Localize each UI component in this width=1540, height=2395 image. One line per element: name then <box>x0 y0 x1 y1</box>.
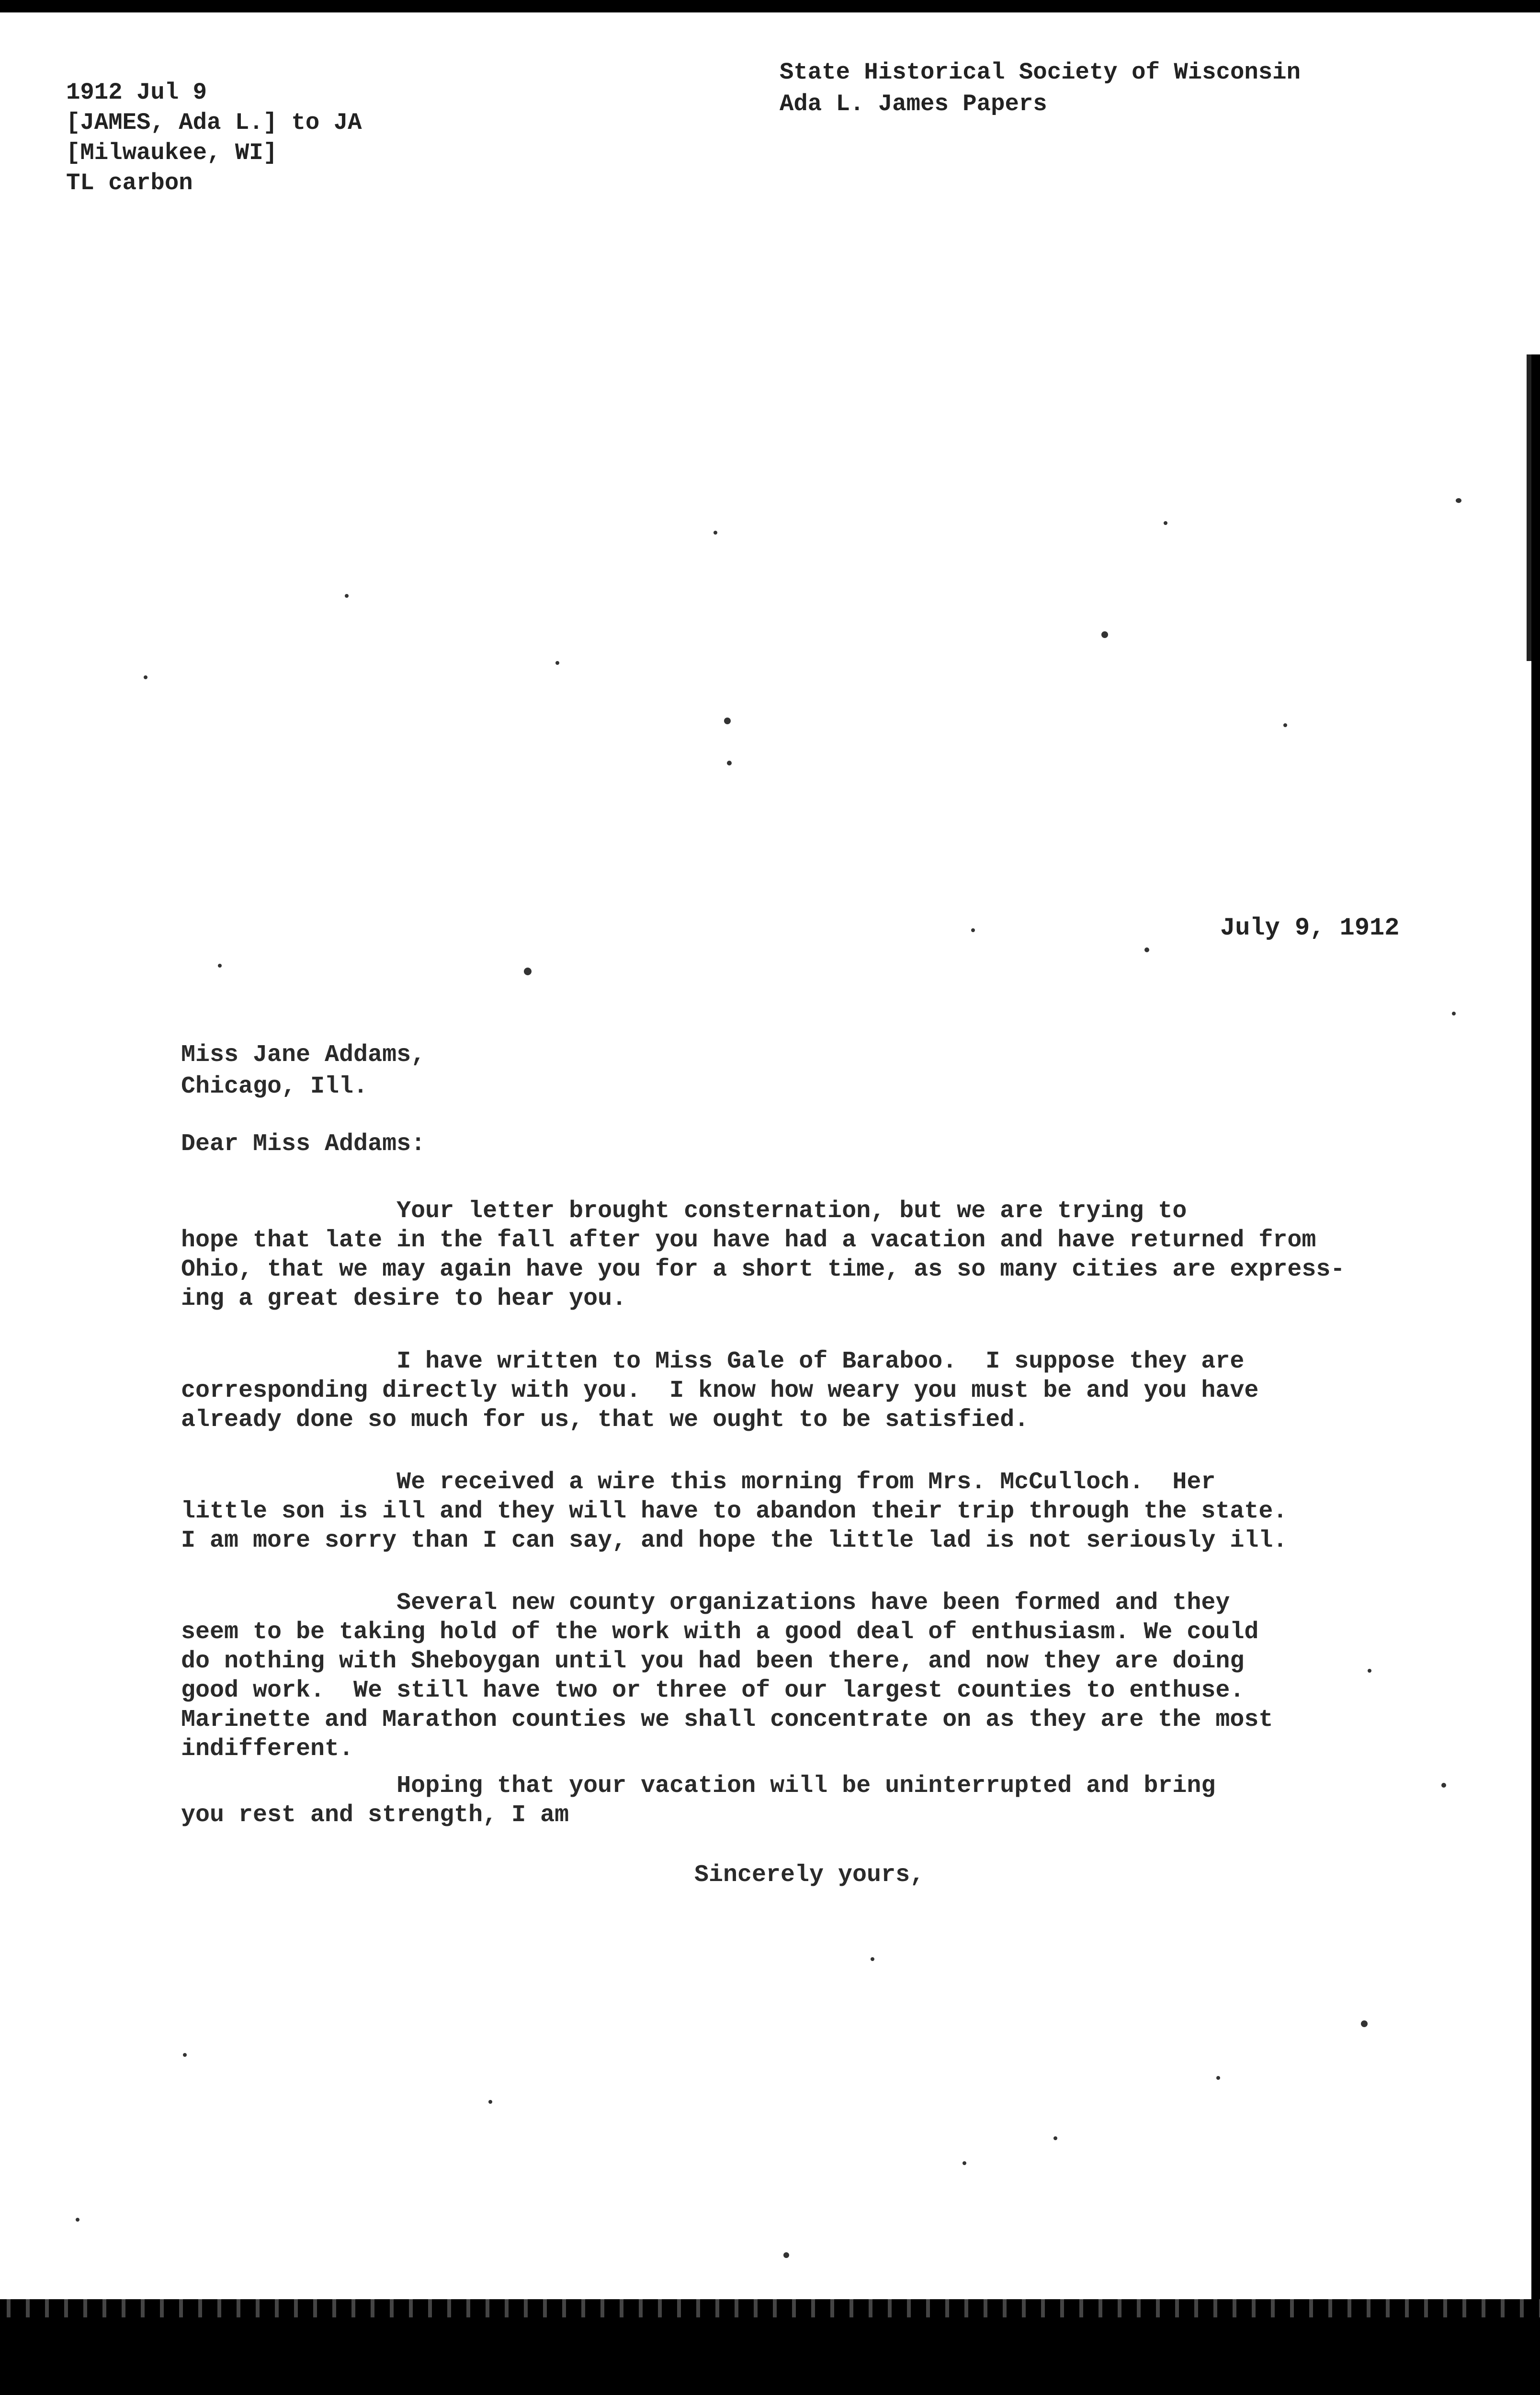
speck <box>783 2252 789 2258</box>
archive-place: [Milwaukee, WI] <box>66 139 278 166</box>
letter-date: July 9, 1912 <box>1220 914 1400 942</box>
speck <box>962 2161 966 2165</box>
speck <box>1164 521 1167 525</box>
paragraph-line: Marinette and Marathon counties we shall concentrate on as they are the most <box>181 1706 1273 1734</box>
recipient-name: Miss Jane Addams, <box>181 1041 426 1069</box>
paragraph-1 <box>181 1197 1407 1313</box>
repository-name: State Historical Society of Wisconsin <box>780 59 1301 86</box>
paragraph-line: little son is ill and they will have to abandon their trip through the state. <box>181 1498 1288 1525</box>
paragraph-line: Several new county organizations have been formed and they <box>181 1589 1230 1617</box>
paragraph-line: Ohio, that we may again have you for a short time, as so many cities are express- <box>181 1256 1345 1283</box>
salutation: Dear Miss Addams: <box>181 1130 426 1158</box>
paragraph-line: Hoping that your vacation will be uninterrupted and bring <box>181 1772 1216 1800</box>
speck <box>871 1957 874 1961</box>
speck <box>1283 723 1287 727</box>
paragraph-line: Your letter brought consternation, but we are trying to <box>181 1198 1187 1225</box>
paragraph-line: do nothing with Sheboygan until you had been there, and now they are doing <box>181 1648 1245 1675</box>
paragraph-3 <box>181 1468 1407 1555</box>
paragraph-line: you rest and strength, I am <box>181 1802 569 1829</box>
speck <box>1053 2136 1057 2140</box>
repository-header <box>780 57 1301 120</box>
speck <box>1101 631 1108 638</box>
speck <box>218 964 222 968</box>
speck <box>1361 2020 1368 2027</box>
archive-date: 1912 Jul 9 <box>66 79 207 106</box>
speck <box>345 594 349 598</box>
speck <box>555 661 559 665</box>
paragraph-line: indifferent. <box>181 1735 354 1763</box>
paragraph-line: hope that late in the fall after you have had a vacation and have returned from <box>181 1227 1316 1254</box>
paragraph-line: seem to be taking hold of the work with a good deal of enthusiasm. We could <box>181 1619 1259 1646</box>
scan-border-right-shadow <box>1527 354 1531 661</box>
recipient-city: Chicago, Ill. <box>181 1073 368 1100</box>
paragraph-5 <box>181 1771 1407 1830</box>
speck <box>488 2100 492 2104</box>
paragraph-line: already done so much for us, that we ought to be satisfied. <box>181 1406 1029 1434</box>
paragraph-line: ing a great desire to hear you. <box>181 1285 627 1312</box>
speck <box>971 928 975 932</box>
archive-header <box>66 78 362 198</box>
speck <box>1368 1669 1371 1673</box>
speck <box>1456 498 1461 503</box>
speck <box>524 968 532 975</box>
paragraph-line: I am more sorry than I can say, and hope the little lad is not seriously ill. <box>181 1527 1288 1554</box>
paragraph-4 <box>181 1588 1407 1764</box>
archive-type: TL carbon <box>66 170 193 196</box>
recipient-address <box>181 1039 425 1103</box>
paragraph-line: corresponding directly with you. I know how weary you must be and you have <box>181 1377 1259 1404</box>
speck <box>1452 1012 1456 1015</box>
speck <box>76 2218 79 2222</box>
paragraph-line: We received a wire this morning from Mrs. McCulloch. Her <box>181 1469 1216 1496</box>
speck <box>144 675 147 679</box>
scan-border-top <box>0 0 1540 12</box>
speck <box>727 761 732 765</box>
speck <box>1144 947 1149 952</box>
paragraph-2 <box>181 1347 1407 1435</box>
speck <box>1441 1783 1446 1788</box>
speck <box>1216 2076 1220 2080</box>
closing: Sincerely yours, <box>694 1861 925 1889</box>
speck <box>183 2053 187 2057</box>
scan-border-right <box>1531 354 1540 2318</box>
speck <box>713 531 717 535</box>
repository-collection: Ada L. James Papers <box>780 91 1047 117</box>
speck <box>724 718 731 724</box>
scan-border-bottom <box>0 2317 1540 2395</box>
paragraph-line: good work. We still have two or three of our largest counties to enthuse. <box>181 1677 1245 1704</box>
archive-from-to: [JAMES, Ada L.] to JA <box>66 109 362 136</box>
paragraph-line: I have written to Miss Gale of Baraboo. I suppose they are <box>181 1348 1245 1375</box>
